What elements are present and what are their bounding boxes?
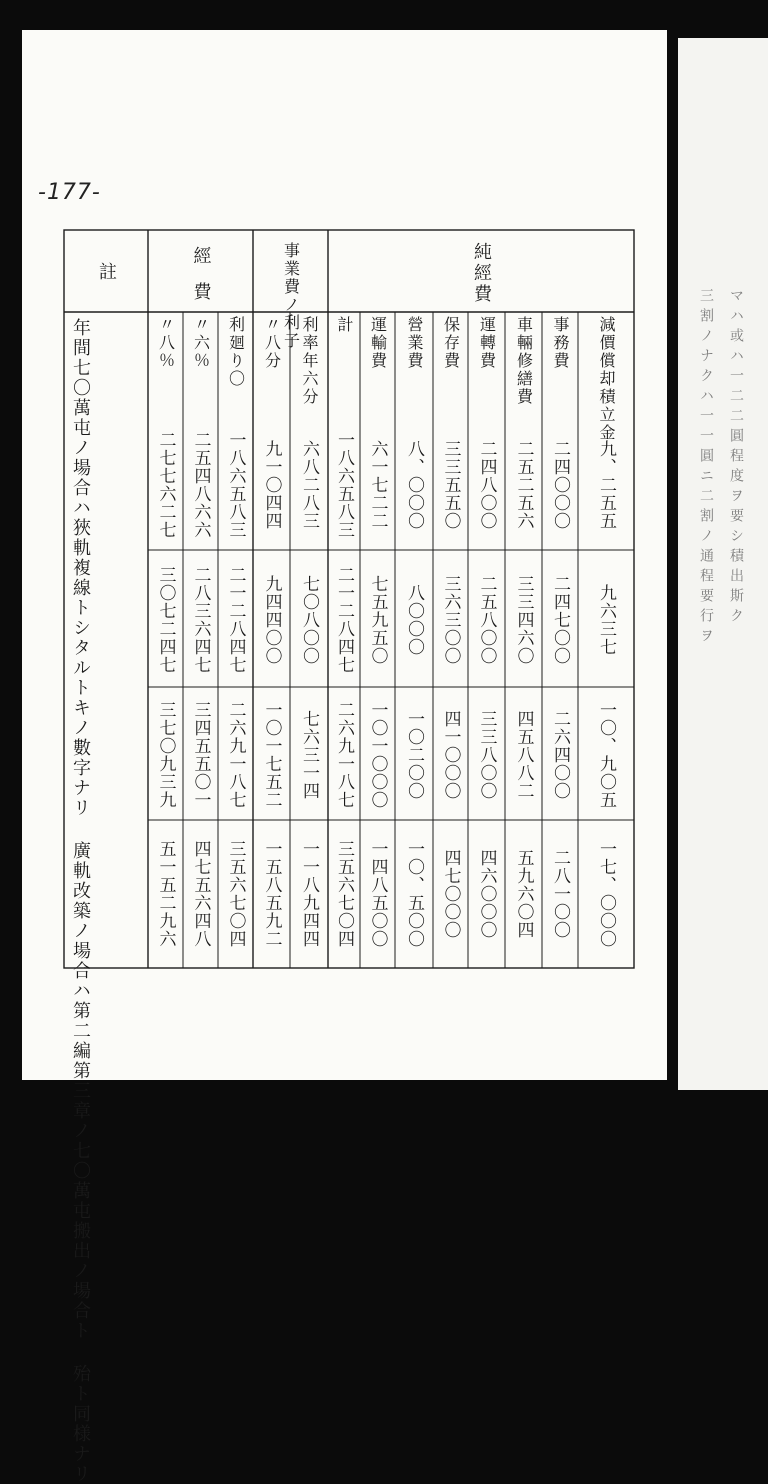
cell-value: 一八六五八三 — [225, 431, 246, 539]
cell-value: 三三八〇〇 — [476, 710, 497, 800]
table-cell — [542, 422, 578, 548]
cell-value: 三六三〇〇 — [440, 575, 461, 665]
table-cell — [290, 422, 328, 548]
cell-value: 一〇一七五二 — [261, 701, 282, 809]
cell-value: 七六三一四 — [299, 710, 319, 800]
cell-value: 五一五二九六 — [155, 840, 176, 948]
row-label-cell — [360, 316, 395, 416]
table-cell — [578, 422, 634, 548]
cell-value: 一〇、五〇〇 — [404, 840, 424, 948]
cell-value: 二八三六四七 — [190, 566, 211, 674]
cell-value: 一八六五八三 — [334, 431, 354, 539]
row-label-cell — [218, 316, 253, 416]
table-cell — [290, 692, 328, 818]
cell-value: 二四七〇〇 — [550, 575, 570, 665]
table-cell — [542, 556, 578, 684]
table-cell — [542, 692, 578, 818]
header-note — [64, 232, 148, 312]
cell-value: 七五九五〇 — [367, 575, 388, 665]
row-label: 保存費 — [441, 316, 461, 370]
table-cell — [328, 422, 360, 548]
cell-value: 二六九一八七 — [225, 701, 246, 809]
table-cell — [253, 422, 290, 548]
table-cell — [395, 422, 433, 548]
row-label-cell — [328, 316, 360, 416]
cell-value: 二五四八六六 — [190, 431, 211, 539]
cell-value: 九、二五五 — [596, 440, 616, 530]
cell-value: 一七、〇〇〇 — [596, 840, 616, 948]
cell-value: 六一七二二 — [367, 440, 388, 530]
note-line: 廣軌改築ノ場合ハ第二編第三章ノ七〇萬屯搬出ノ場合ト — [70, 841, 91, 1341]
table-cell — [183, 422, 218, 548]
table-cell — [253, 826, 290, 962]
row-label: 〃六％ — [191, 316, 211, 370]
row-label: 減價償却積立金 — [597, 316, 616, 442]
row-label: 利廻り〇 — [226, 316, 246, 388]
cell-value: 八〇〇〇 — [404, 584, 424, 656]
table-cell — [148, 692, 183, 818]
row-label: 運輸費 — [368, 316, 388, 370]
table-cell — [395, 556, 433, 684]
header-label: 經費 — [190, 246, 212, 318]
cell-value: 九六三七 — [596, 584, 616, 656]
page-number: -177- — [38, 180, 101, 205]
table-cell — [433, 556, 468, 684]
row-label: 〃八分 — [262, 316, 282, 370]
table-cell — [183, 826, 218, 962]
table-cell — [433, 826, 468, 962]
table-cell — [183, 692, 218, 818]
table-cell — [328, 826, 360, 962]
table-cell — [328, 692, 360, 818]
cell-value: 二七七六二七 — [155, 431, 176, 539]
cell-value: 二八一〇〇 — [550, 849, 570, 939]
table-cell — [505, 556, 542, 684]
table-cell — [468, 692, 505, 818]
cell-value: 二四〇〇〇 — [550, 440, 570, 530]
cell-value: 三三四六〇 — [513, 575, 534, 665]
table-cell — [148, 422, 183, 548]
header-label: 純經費 — [471, 242, 492, 305]
cell-value: 二一二八四七 — [334, 566, 354, 674]
cell-value: 四六〇〇〇 — [476, 849, 497, 939]
note-text — [68, 318, 92, 1484]
row-label-cell — [542, 316, 578, 416]
table-cell — [218, 692, 253, 818]
table-cell — [505, 692, 542, 818]
cell-value: 四五八八二 — [513, 710, 534, 800]
cell-value: 二六九一八七 — [334, 701, 354, 809]
cell-value: 五九六〇四 — [513, 849, 534, 939]
cell-value: 三五六七〇四 — [225, 840, 246, 948]
row-label-cell — [183, 316, 218, 416]
table-cell — [290, 826, 328, 962]
cell-value: 二四八〇〇 — [476, 440, 497, 530]
row-label: 〃八％ — [156, 316, 176, 370]
table-cell — [183, 556, 218, 684]
table-cell — [395, 692, 433, 818]
table-cell — [578, 826, 634, 962]
row-label-cell — [433, 316, 468, 416]
cell-value: 三五六七〇四 — [334, 840, 354, 948]
header-net-expense — [328, 232, 634, 312]
row-label: 運轉費 — [477, 316, 497, 370]
row-label: 利率年六分 — [300, 316, 319, 406]
note-cell — [66, 318, 146, 1484]
cell-value: 三〇七二四七 — [155, 566, 176, 674]
cell-value: 四七五六四八 — [190, 840, 211, 948]
cell-value: 四一〇〇〇 — [440, 710, 461, 800]
row-label-cell — [578, 316, 634, 442]
facing-page-line: マハ或ハ一二二圓程度ヲ要シ積出斯ク — [728, 288, 744, 628]
cell-value: 七〇八〇〇 — [299, 575, 319, 665]
row-label: 車輛修繕費 — [514, 316, 534, 406]
table-cell — [505, 422, 542, 548]
table-cell — [468, 422, 505, 548]
cell-value: 一〇一〇〇〇 — [367, 701, 388, 809]
cell-value: 二五八〇〇 — [476, 575, 497, 665]
row-label: 計 — [335, 316, 354, 334]
table-cell — [395, 826, 433, 962]
table-cell — [218, 826, 253, 962]
row-label: 事務費 — [551, 316, 570, 370]
cell-value: 二五二五六 — [513, 440, 534, 530]
cell-value: 九一〇四四 — [261, 440, 282, 530]
row-label-cell — [253, 316, 290, 416]
cell-value: 三四五五〇一 — [190, 701, 211, 809]
table-cell — [433, 692, 468, 818]
table-cell — [360, 692, 395, 818]
cell-value: 一四八五〇〇 — [367, 840, 388, 948]
cell-value: 二六四〇〇 — [550, 710, 570, 800]
header-expense — [148, 232, 253, 318]
row-label-cell — [395, 316, 433, 416]
cell-value: 三三五五〇 — [440, 440, 461, 530]
cell-value: 一五八五九二 — [261, 840, 282, 948]
header-label: 註 — [96, 261, 117, 283]
facing-page-line: 三割ノナクハ一一圓ニ二割ノ通程要行ヲ — [698, 288, 714, 648]
row-label: 營業費 — [405, 316, 424, 370]
header-label: 事業費ノ利子 — [281, 242, 301, 350]
table-cell — [360, 826, 395, 962]
table-cell — [290, 556, 328, 684]
table-cell — [578, 556, 634, 684]
table-cell — [253, 556, 290, 684]
table-cell — [360, 422, 395, 548]
cell-value: 一〇、九〇五 — [596, 701, 616, 809]
cell-value: 二一二八四七 — [225, 566, 246, 674]
table-cell — [253, 692, 290, 818]
table-cell — [433, 422, 468, 548]
table-cell — [578, 692, 634, 818]
cell-value: 六八二八三 — [299, 440, 319, 530]
row-label-cell — [505, 316, 542, 416]
table-cell — [218, 422, 253, 548]
cell-value: 四七〇〇〇 — [440, 849, 461, 939]
table-cell — [360, 556, 395, 684]
cell-value: 一〇二〇〇 — [404, 710, 424, 800]
row-label-cell — [468, 316, 505, 416]
row-label-cell — [148, 316, 183, 416]
table-cell — [148, 556, 183, 684]
table-cell — [328, 556, 360, 684]
cell-value: 一一八九四四 — [299, 840, 319, 948]
cell-value: 九四四〇〇 — [261, 575, 282, 665]
table-cell — [148, 826, 183, 962]
note-line: 殆ト同様ナリ — [70, 1364, 91, 1484]
table-cell — [468, 556, 505, 684]
row-label-cell — [290, 316, 328, 416]
cell-value: 三七〇九三九 — [155, 701, 176, 809]
cell-value: 八、〇〇〇 — [404, 440, 424, 530]
note-line: 年間七〇萬屯ノ場合ハ狹軌複線トシタルトキノ數字ナリ — [70, 318, 91, 818]
table-cell — [468, 826, 505, 962]
table-cell — [542, 826, 578, 962]
table-cell — [218, 556, 253, 684]
table-cell — [505, 826, 542, 962]
